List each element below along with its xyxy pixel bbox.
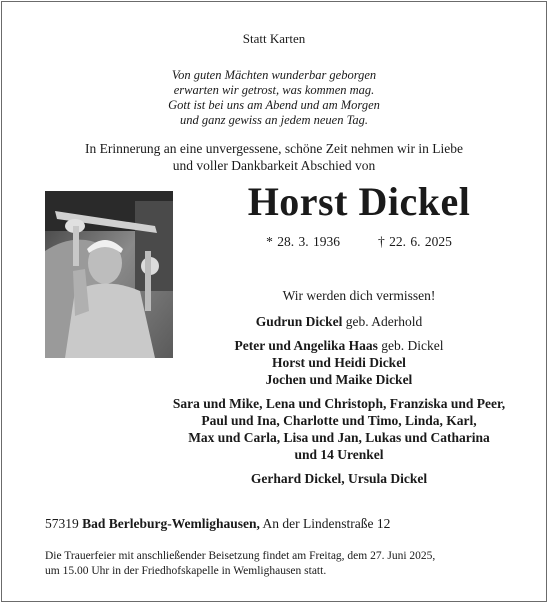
- address-town: Bad Berleburg-Wemlighausen,: [82, 516, 260, 531]
- grandchildren-line: Paul und Ina, Charlotte und Timo, Linda, Karl,: [201, 413, 477, 428]
- child-suffix: geb. Dickel: [381, 338, 444, 353]
- poem-line: Gott ist bei uns am Abend und am Morgen: [168, 98, 380, 112]
- notice-line: um 15.00 Uhr in der Friedhofskapelle in Wemlighausen statt.: [45, 565, 327, 577]
- intro-line: und voller Dankbarkeit Abschied von: [172, 158, 376, 173]
- child-row: [152, 371, 526, 388]
- deceased-name: Horst Dickel: [247, 179, 471, 224]
- siblings-line: Gerhard Dickel, Ursula Dickel: [250, 471, 428, 486]
- grandchildren-line: Sara und Mike, Lena und Christoph, Franziska und Peer,: [172, 396, 506, 411]
- header-text: Statt Karten: [242, 31, 306, 46]
- farewell-line: Wir werden dich vermissen!: [282, 288, 436, 303]
- child-name: Peter und Angelika Haas: [234, 338, 378, 353]
- notice-line: Die Trauerfeier mit anschließender Beisetzung findet am Freitag, dem 27. Juni 2025,: [45, 550, 436, 562]
- birth-date: * 28. 3. 1936: [266, 234, 340, 249]
- funeral-notice: [45, 549, 505, 579]
- spouse-row: [152, 313, 526, 330]
- poem-line: Von guten Mächten wunderbar geborgen: [171, 68, 377, 82]
- death-date: † 22. 6. 2025: [378, 234, 452, 249]
- child-name: Horst und Heidi Dickel: [272, 355, 406, 370]
- life-dates: [172, 234, 546, 250]
- spouse-suffix: geb. Aderhold: [345, 314, 423, 329]
- obituary-notice: [1, 1, 547, 602]
- spouse-name: Gudrun Dickel: [255, 314, 343, 329]
- child-row: [152, 354, 526, 371]
- address-street: An der Lindenstraße 12: [262, 516, 391, 531]
- intro-line: In Erinnerung an eine unvergessene, schöne Zeit nehmen wir in Liebe: [85, 141, 463, 156]
- intro-text: [2, 140, 546, 174]
- child-row: [152, 337, 526, 354]
- address-zip: 57319: [45, 516, 79, 531]
- grandchildren-line: Max und Carla, Lisa und Jan, Lukas und Catharina: [188, 430, 490, 445]
- mourners-list: [152, 313, 526, 487]
- child-name: Jochen und Maike Dickel: [265, 372, 413, 387]
- poem-line: erwarten wir getrost, was kommen mag.: [173, 83, 375, 97]
- address: [45, 516, 390, 532]
- poem-line: und ganz gewiss an jedem neuen Tag.: [179, 113, 369, 127]
- poem: [2, 68, 546, 128]
- grandchildren-line: und 14 Urenkel: [294, 447, 384, 462]
